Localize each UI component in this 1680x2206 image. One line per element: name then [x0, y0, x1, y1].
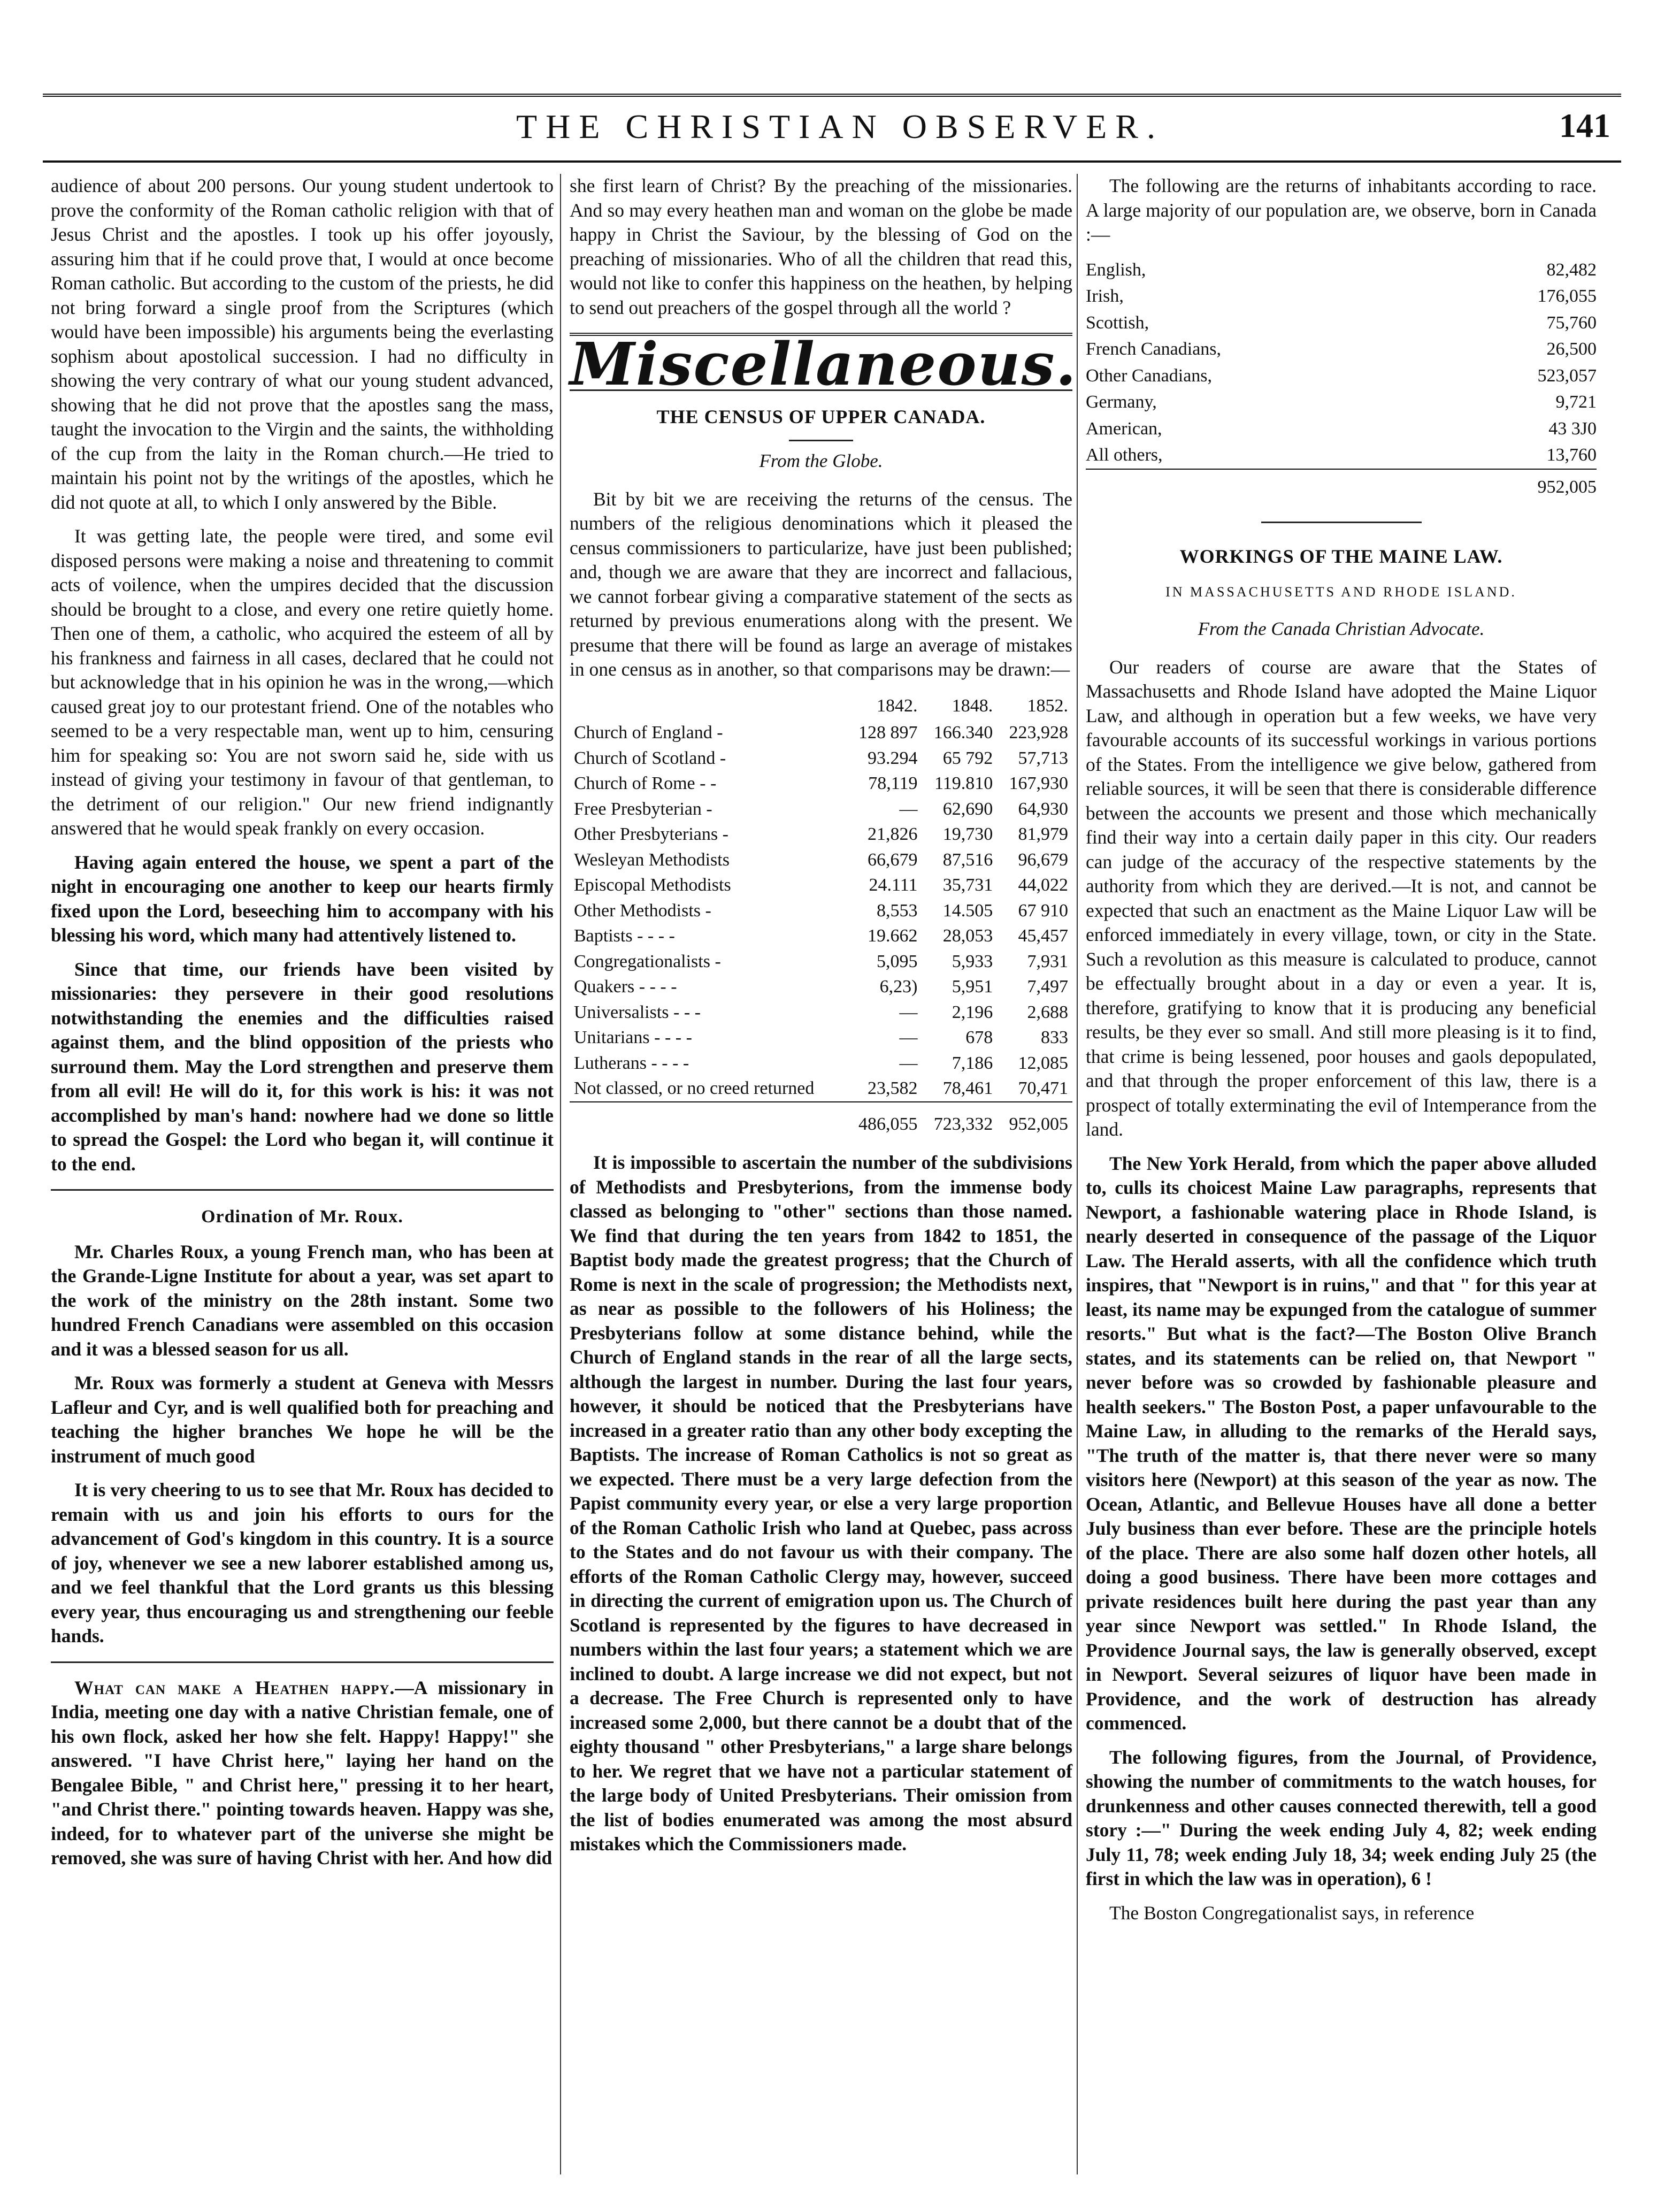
article-paragraph: Having again entered the house, we spent a part of the night in encouraging one another to keep our hearts firmly fixed upon the Lord, beseeching him to accompany with his blessing his word, which many had attentively listened to. — [51, 851, 554, 946]
count-1848: 62,690 — [942, 799, 993, 819]
origin-label: English, — [1086, 259, 1146, 280]
origin-value: 9,721 — [1555, 392, 1597, 412]
roux-paragraph: It is very cheering to us to see that Mr. Roux has decided to remain with us and join his efforts to ours for the advancement of God's kingdom in this country. It is a source of joy, whenever we see a new laborer established among us, and we feel thankful that the Lord grants us this blessing every year, thus encouraging us and strengthening our feeble hands. — [51, 1479, 554, 1646]
denomination: Congregationalists - — [574, 951, 721, 971]
maine-paragraph: The following figures, from the Journal, of Providence, showing the number of commitments to the watch houses, for drunkenness and other causes connected therewith, tell a good story :—" During the week ending July 4, 82; week ending July 11, 78; week ending July 18, 34; week ending July 25 (the first in which the law was in operation), 6 ! — [1086, 1746, 1597, 1889]
denomination: Not classed, or no creed returned — [574, 1078, 815, 1098]
count-1852: 67 910 — [1018, 900, 1068, 921]
census-source: From the Globe. — [759, 450, 883, 471]
table-row — [1086, 416, 1597, 442]
miscellaneous-title: Miscellaneous. — [570, 330, 1077, 399]
heathen-text: —A missionary in India, meeting one day with a native Christian female, one of his own flock, asked her how she felt. Happy! Happy!" she answered. "I have Christ here," laying her hand on the Bengalee Bible, " and Christ here," pressing it to her heart, "and Christ there." pointing towards heaven. Happy was she, indeed, for to whatever part of the universe she might be removed, she was sure of having Christ with her. And how did — [51, 1676, 554, 1868]
count-1852: 81,979 — [1018, 824, 1068, 844]
denomination: Baptists - - - - — [574, 926, 675, 946]
origin-label: Other Canadians, — [1086, 365, 1213, 386]
origin-total-row — [1086, 469, 1597, 501]
count-1848: 7,186 — [952, 1053, 993, 1073]
section-rule — [1261, 522, 1422, 523]
origin-value: 523,057 — [1537, 365, 1597, 386]
census-commentary: It is impossible to ascertain the number of the subdivisions of Methodists and Presbyterions, from the immense body classed as belonging to "other" sections than those named. We find that during the ten years from 1842 to 1851, the Baptist body made the greatest progress; that the Church of Rome is next in the scale of progression; the Methodists next, as near as possible to the followers of his Holiness; the Presbyterians follow at some distance behind, while the Church of England stands in the rear of all the large sects, although the largest in number. During the last four years, however, it should be noticed that the Presbyterians have increased in a greater ratio than any other body excepting the Baptists. The increase of Roman Catholics is not so great as we expected. There must be a very large defection from the Papist community every year, or else a very large proportion of the Roman Catholic Irish who land at Quebec, pass across to the States and do not favour us with their company. The efforts of the Roman Catholic Clergy may, however, succeed in directing the current of emigration upon us. The Church of Scotland is represented by the figures to have decreased in numbers within the last four years; a statement which we are inclined to doubt. A large increase we did not expect, but not a decrease. The Free Church is represented only to have increased some 2,000, but there cannot be a doubt that of the eighty thousand " other Presbyterians," a large share belongs to her. We regret that we have not a particular statement of the large body of United Presbyterians. Their omission from the list of bodies enumerated was among the most absurd mistakes which the Commissioners made. — [570, 1152, 1072, 1855]
header-rule — [43, 160, 1621, 163]
table-row — [1086, 336, 1597, 363]
count-1852: 12,085 — [1018, 1053, 1068, 1073]
page-number: 141 — [1559, 106, 1610, 144]
count-1848: 19,730 — [942, 824, 993, 844]
origin-value: 26,500 — [1546, 339, 1597, 359]
count-1842: 8,553 — [877, 900, 918, 921]
table-row — [570, 746, 1072, 771]
census-table — [570, 692, 1072, 1137]
census-intro: Bit by bit we are receiving the returns of the census. The numbers of the religious denominations which it pleased the census commissioners to particularize, have just been published; and, though we are aware that they are incorrect and fallacious, we cannot forbear giving a comparative statement of the sects as returned by previous enumerations along with the present. We presume that there will be found as large an average of mistakes in one census as in another, so that comparisons may be drawn:— — [570, 488, 1072, 680]
count-1842: 78,119 — [868, 773, 918, 793]
continuation-paragraph: she first learn of Christ? By the preaching of the missionaries. And so may every heathen man and woman on the globe be made happy in Christ the Saviour, by the blessing of God on the preaching of missionaries. Who of all the children that read this, would not like to confer this happiness on the heathen, by helping to send out preachers of the gospel through all the world ? — [570, 175, 1072, 318]
census-heading: THE CENSUS OF UPPER CANADA. — [656, 405, 986, 427]
census-year: 1848. — [952, 695, 993, 716]
count-1842: 19.662 — [868, 926, 918, 946]
table-row — [1086, 389, 1597, 416]
table-row — [570, 720, 1072, 746]
maine-paragraph: Our readers of course are aware that the States of Massachusetts and Rhode Island have adopted the Maine Liquor Law, and although in operation but a few weeks, we have very favourable accounts of its successful workings in various portions of the States. From the intelligence we give below, gathered from reliable sources, it will be seen that there is considerable difference between the accounts we present and those which mechanically find their way into a certain daily paper in this city. Our readers can judge of the accuracy of the respective statements by the authority from which they are derived.—It is not, and cannot be expected that such an enactment as the Maine Liquor Law will be enforced immediately in every village, town, or city in the State. Such a revolution as this measure is calculated to produce, cannot be effectually brought about in a day or even a year. It is, therefore, gratifying to know that it is producing any beneficial results, be they ever so small. And still more pleasing is it to find, that crime is being lessened, poor houses and gaols depopulated, and that through the proper enforcement of this law, there is a prospect of totally exterminating the evil of Intemperance from the land. — [1086, 656, 1597, 1140]
origin-table — [1086, 257, 1597, 501]
origin-label: Germany, — [1086, 392, 1157, 412]
article-paragraph: Since that time, our friends have been visited by missionaries: they persevere in their good resolutions notwithstanding the enemies and the difficulties raised against them, and the blind opposition of the priests who surround them. May the Lord strengthen and preserve them from all evil! He will do it, for this work is his: it was not accomplished by man's hand: nowhere had we done so little to spread the Gospel: the Lord who began it, will continue it to the end. — [51, 958, 554, 1175]
table-row — [570, 822, 1072, 847]
census-label-header — [570, 692, 847, 721]
table-row — [570, 949, 1072, 975]
denomination: Free Presbyterian - — [574, 799, 712, 819]
count-1848: 35,731 — [942, 875, 993, 895]
count-1842: — — [899, 799, 918, 819]
denomination: Other Methodists - — [574, 900, 711, 921]
origin-label: French Canadians, — [1086, 339, 1222, 359]
count-1848: 65 792 — [942, 748, 993, 768]
count-1848: 119.810 — [934, 773, 993, 793]
count-1842: — — [899, 1028, 918, 1047]
denomination: Church of England - — [574, 723, 723, 742]
denomination: Other Presbyterians - — [574, 824, 728, 844]
count-1842: 66,679 — [868, 849, 918, 870]
total-1852: 952,005 — [997, 1102, 1072, 1137]
count-1852: 45,457 — [1018, 926, 1068, 946]
article-paragraph: audience of about 200 persons. Our young student undertook to prove the conformity of the Roman catholic religion with that of Jesus Christ and the apostles. I took up his offer joyously, assuring him that if he could prove that, I would at once become Roman catholic. But according to the custom of the priests, he did not bring forward a single proof from the Scriptures (which would have been impossible) his arguments being the everlasting sophism about apostolical succession. I had no difficulty in showing the very contrary of what our young student advanced, showing that he did not prove that the apostles sang the mass, taught the invocation to the Virgin and the saints, the withholding of the cup from the laity in the Roman church.—He tried to maintain his point not by the writings of the apostles, which he did not quote at all, to which I only answered by the Bible. — [51, 175, 554, 513]
table-row — [1086, 310, 1597, 336]
census-total-row — [570, 1102, 1072, 1137]
count-1852: 223,928 — [1009, 723, 1068, 742]
count-1842: 5,095 — [877, 951, 918, 971]
origin-total-label-empty — [1086, 469, 1441, 501]
census-header-row — [570, 692, 1072, 721]
denomination: Church of Rome - - — [574, 773, 717, 793]
section-rule — [51, 1661, 554, 1663]
article-paragraph: It was getting late, the people were tired, and some evil disposed persons were making a noise and threatening to commit acts of voilence, when the umpires decided that the discussion should be brought to a close, and every one retire quietly home. Then one of them, a catholic, who acquired the esteem of all by his frankness and fairness in all cases, declared that he could not but acknowledge that in his opinion he was in the wrong,—which caused great joy to our protestant friend. One of the notables who seemed to be a very respectable man, went up to him, censuring him for speaking so: You are not sworn said he, side with us instead of giving your testimony in favour of that gentleman, to the detriment of our religion." Our new friend indignantly answered that he would speak frankly on every occasion. — [51, 525, 554, 839]
count-1848: 678 — [965, 1028, 993, 1047]
maine-paragraph: The New York Herald, from which the paper above alluded to, culls its choicest Maine Law paragraphs, represents that Newport, a fashionable watering place in Rhode Island, is nearly deserted in consequence of the passage of the Liquor Law. The Herald asserts, with all the confidence which truth inspires, that "Newport is in ruins," and that " for this year at least, its name may be expunged from the catalogue of summer resorts." But what is the fact?—The Boston Olive Branch states, and its statements can be relied on, that Newport " never before was so crowded by fashionable pleasure and health seekers." The Boston Post, a paper unfavourable to the Maine Law, in alluding to the remarks of the Herald says, "The truth of the matter is, that there never were so many visitors here (Newport) at this season of the year as now. The Ocean, Atlantic, and Bellevue Houses have all done a better July business than ever before. These are the principle hotels of the place. There are also some half dozen other hotels, all doing a good business. There have been more cottages and private residences built here during the past year than any year since Newport was settled." In Rhode Island, the Providence Journal says, the law is generally observed, except in Newport. Several seizures of liquor have been made in Providence, and the work of destruction has already commenced. — [1086, 1152, 1597, 1734]
count-1842: 23,582 — [868, 1078, 918, 1098]
maine-paragraph: The Boston Congregationalist says, in reference — [1109, 1902, 1475, 1924]
table-row — [1086, 442, 1597, 469]
short-rule — [789, 440, 853, 441]
total-label-empty — [570, 1102, 847, 1137]
table-row — [570, 1025, 1072, 1051]
count-1848: 87,516 — [942, 849, 993, 870]
column-1 — [51, 174, 554, 1880]
table-row — [570, 796, 1072, 822]
count-1852: 167,930 — [1009, 773, 1068, 793]
table-row — [570, 923, 1072, 949]
count-1842: — — [899, 1053, 918, 1073]
table-row — [570, 1000, 1072, 1025]
census-year: 1842. — [877, 695, 918, 716]
origin-label: American, — [1086, 418, 1162, 439]
table-row — [570, 771, 1072, 796]
count-1852: 96,679 — [1018, 849, 1068, 870]
count-1852: 833 — [1041, 1028, 1068, 1047]
roux-heading: Ordination of Mr. Roux. — [201, 1207, 403, 1227]
column-3 — [1086, 174, 1597, 1935]
count-1852: 57,713 — [1018, 748, 1068, 768]
origin-value: 43 3J0 — [1548, 418, 1597, 439]
denomination: Episcopal Methodists — [574, 875, 731, 895]
origin-total: 952,005 — [1441, 469, 1597, 501]
denomination: Universalists - - - — [574, 1002, 701, 1022]
table-row — [570, 974, 1072, 1000]
origin-value: 82,482 — [1546, 259, 1597, 280]
table-row — [570, 847, 1072, 873]
origin-value: 75,760 — [1546, 312, 1597, 333]
count-1852: 44,022 — [1018, 875, 1068, 895]
total-1848: 723,332 — [922, 1102, 998, 1137]
count-1852: 7,931 — [1027, 951, 1068, 971]
column-2 — [570, 174, 1077, 1866]
count-1848: 2,196 — [952, 1002, 993, 1022]
count-1852: 70,471 — [1018, 1078, 1068, 1098]
denomination: Wesleyan Methodists — [574, 849, 730, 870]
section-rule — [51, 1189, 554, 1191]
count-1842: 21,826 — [868, 824, 918, 844]
denomination: Unitarians - - - - — [574, 1028, 692, 1047]
count-1848: 5,951 — [952, 977, 993, 997]
denomination: Quakers - - - - — [574, 977, 677, 997]
maine-source: From the Canada Christian Advocate. — [1198, 618, 1485, 639]
origin-intro: The following are the returns of inhabitants according to race. A large majority of our population are, we observe, born in Canada :— — [1086, 175, 1597, 245]
count-1842: 6,23) — [879, 977, 918, 997]
table-row — [1086, 257, 1597, 284]
origin-value: 13,760 — [1546, 445, 1597, 465]
count-1842: — — [899, 1002, 918, 1022]
maine-subheading: IN MASSACHUSETTS AND RHODE ISLAND. — [1165, 584, 1517, 600]
census-year: 1852. — [1027, 695, 1068, 716]
top-ornamental-rule — [43, 94, 1621, 97]
origin-label: Irish, — [1086, 286, 1124, 306]
table-row — [570, 1076, 1072, 1102]
column-divider-1 — [560, 174, 561, 2174]
count-1842: 128 897 — [858, 723, 918, 742]
count-1852: 7,497 — [1027, 977, 1068, 997]
count-1852: 64,930 — [1018, 799, 1068, 819]
denomination: Lutherans - - - - — [574, 1053, 689, 1073]
roux-paragraph: Mr. Roux was formerly a student at Geneva with Messrs Lafleur and Cyr, and is well qualified both for preaching and teaching the higher branches We hope he will be the instrument of much good — [51, 1372, 554, 1467]
heathen-paragraph — [51, 1676, 554, 1871]
origin-label: All others, — [1086, 445, 1163, 465]
count-1848: 166.340 — [933, 723, 993, 742]
table-row — [1086, 363, 1597, 389]
count-1848: 14.505 — [942, 900, 993, 921]
masthead-title: THE CHRISTIAN OBSERVER. — [516, 108, 1164, 145]
table-row — [570, 872, 1072, 898]
count-1848: 5,933 — [952, 951, 993, 971]
maine-heading: WORKINGS OF THE MAINE LAW. — [1179, 546, 1503, 567]
count-1852: 2,688 — [1027, 1002, 1068, 1022]
origin-value: 176,055 — [1537, 286, 1597, 306]
column-divider-2 — [1077, 174, 1078, 2174]
origin-label: Scottish, — [1086, 312, 1149, 333]
denomination: Church of Scotland - — [574, 748, 726, 768]
roux-paragraph: Mr. Charles Roux, a young French man, who has been at the Grande-Ligne Institute for about a year, was set apart to the work of the ministry on the 28th instant. Some two hundred French Canadians were assembled on this occasion and it was a blessed season for us all. — [51, 1240, 554, 1360]
table-row — [1086, 283, 1597, 310]
total-1842: 486,055 — [847, 1102, 922, 1137]
table-row — [570, 1051, 1072, 1076]
count-1848: 28,053 — [942, 926, 993, 946]
spacer — [570, 1137, 1072, 1151]
table-row — [570, 898, 1072, 924]
count-1848: 78,461 — [942, 1078, 993, 1098]
heathen-lead: What can make a Heathen happy. — [74, 1676, 395, 1698]
count-1842: 24.111 — [869, 875, 918, 895]
count-1842: 93.294 — [868, 748, 918, 768]
